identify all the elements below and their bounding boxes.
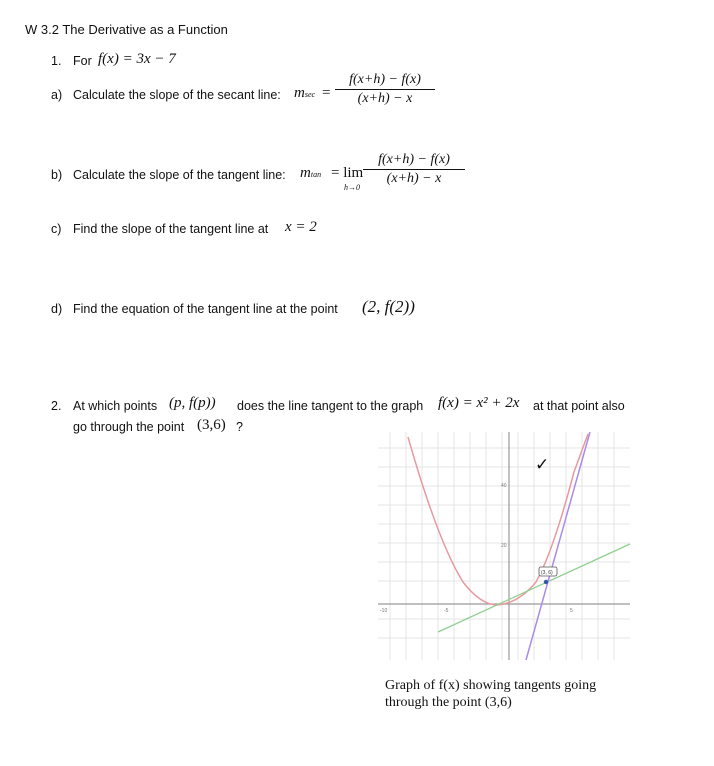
tangent-graph bbox=[378, 432, 630, 660]
x-tick-neg10: -10 bbox=[380, 608, 388, 614]
q1a-fraction bbox=[335, 72, 435, 107]
q2-number: 2. bbox=[51, 399, 62, 413]
q1a-text: Calculate the slope of the secant line: bbox=[73, 88, 281, 102]
q1a-numerator: f(x+h) − f(x) bbox=[349, 72, 421, 87]
q2-text-2: does the line tangent to the graph bbox=[237, 399, 424, 413]
q1a-fraction-bar bbox=[335, 89, 435, 90]
q1c-math: x = 2 bbox=[285, 219, 317, 235]
y-tick-40: 40 bbox=[501, 483, 507, 489]
q1b-letter: b) bbox=[51, 168, 63, 182]
q1c-text: Find the slope of the tangent line at bbox=[73, 222, 269, 236]
q1-stem-prefix: For bbox=[73, 54, 92, 68]
q2-line2-point: (3,6) bbox=[197, 417, 226, 433]
q2-math-function: f(x) = x² + 2x bbox=[438, 395, 520, 411]
graph-caption-line2: through the point (3,6) bbox=[385, 695, 512, 710]
q2-line2-end: ? bbox=[236, 420, 243, 434]
q1d-math: (2, f(2)) bbox=[362, 297, 415, 316]
q1b-fraction bbox=[363, 152, 465, 187]
q1a-m-subscript: sec bbox=[304, 90, 316, 99]
check-mark-icon: ✓ bbox=[535, 455, 550, 475]
q1a-denominator: (x+h) − x bbox=[357, 91, 413, 106]
q1b-m-subscript: tan bbox=[310, 170, 322, 179]
q1b-fraction-bar bbox=[363, 169, 465, 170]
q1a-letter: a) bbox=[51, 88, 63, 102]
q1-number: 1. bbox=[51, 54, 62, 68]
q1b-denominator: (x+h) − x bbox=[386, 171, 442, 186]
q1b-m: mtan bbox=[300, 165, 322, 181]
q2-math-points: (p, f(p)) bbox=[169, 395, 216, 411]
point-label: (3, 6) bbox=[541, 570, 553, 576]
q1d-letter: d) bbox=[51, 302, 63, 316]
q1c-letter: c) bbox=[51, 222, 62, 236]
point-3-6-marker bbox=[544, 580, 548, 584]
q1a-m: msec bbox=[294, 85, 316, 101]
q1b-numerator: f(x+h) − f(x) bbox=[378, 152, 450, 167]
q1-function: f(x) = 3x − 7 bbox=[98, 51, 176, 67]
x-tick-5: 5 bbox=[570, 608, 573, 614]
graph-caption-line1: Graph of f(x) showing tangents going bbox=[385, 678, 597, 693]
q2-text-3: at that point also bbox=[533, 399, 625, 413]
q2-text-1: At which points bbox=[73, 399, 158, 413]
q1d-text: Find the equation of the tangent line at the point bbox=[73, 302, 338, 316]
q1b-text: Calculate the slope of the tangent line: bbox=[73, 168, 286, 182]
q1a-equals: = bbox=[322, 85, 331, 101]
parabola-curve bbox=[408, 434, 588, 605]
x-tick-neg5: -5 bbox=[444, 608, 449, 614]
q2-line2-text: go through the point bbox=[73, 420, 185, 434]
page-title: W 3.2 The Derivative as a Function bbox=[25, 22, 228, 37]
q1b-lim-subscript: h→0 bbox=[344, 183, 360, 192]
q1b-equals-lim: = lim bbox=[331, 165, 364, 181]
y-tick-20: 20 bbox=[501, 543, 507, 549]
